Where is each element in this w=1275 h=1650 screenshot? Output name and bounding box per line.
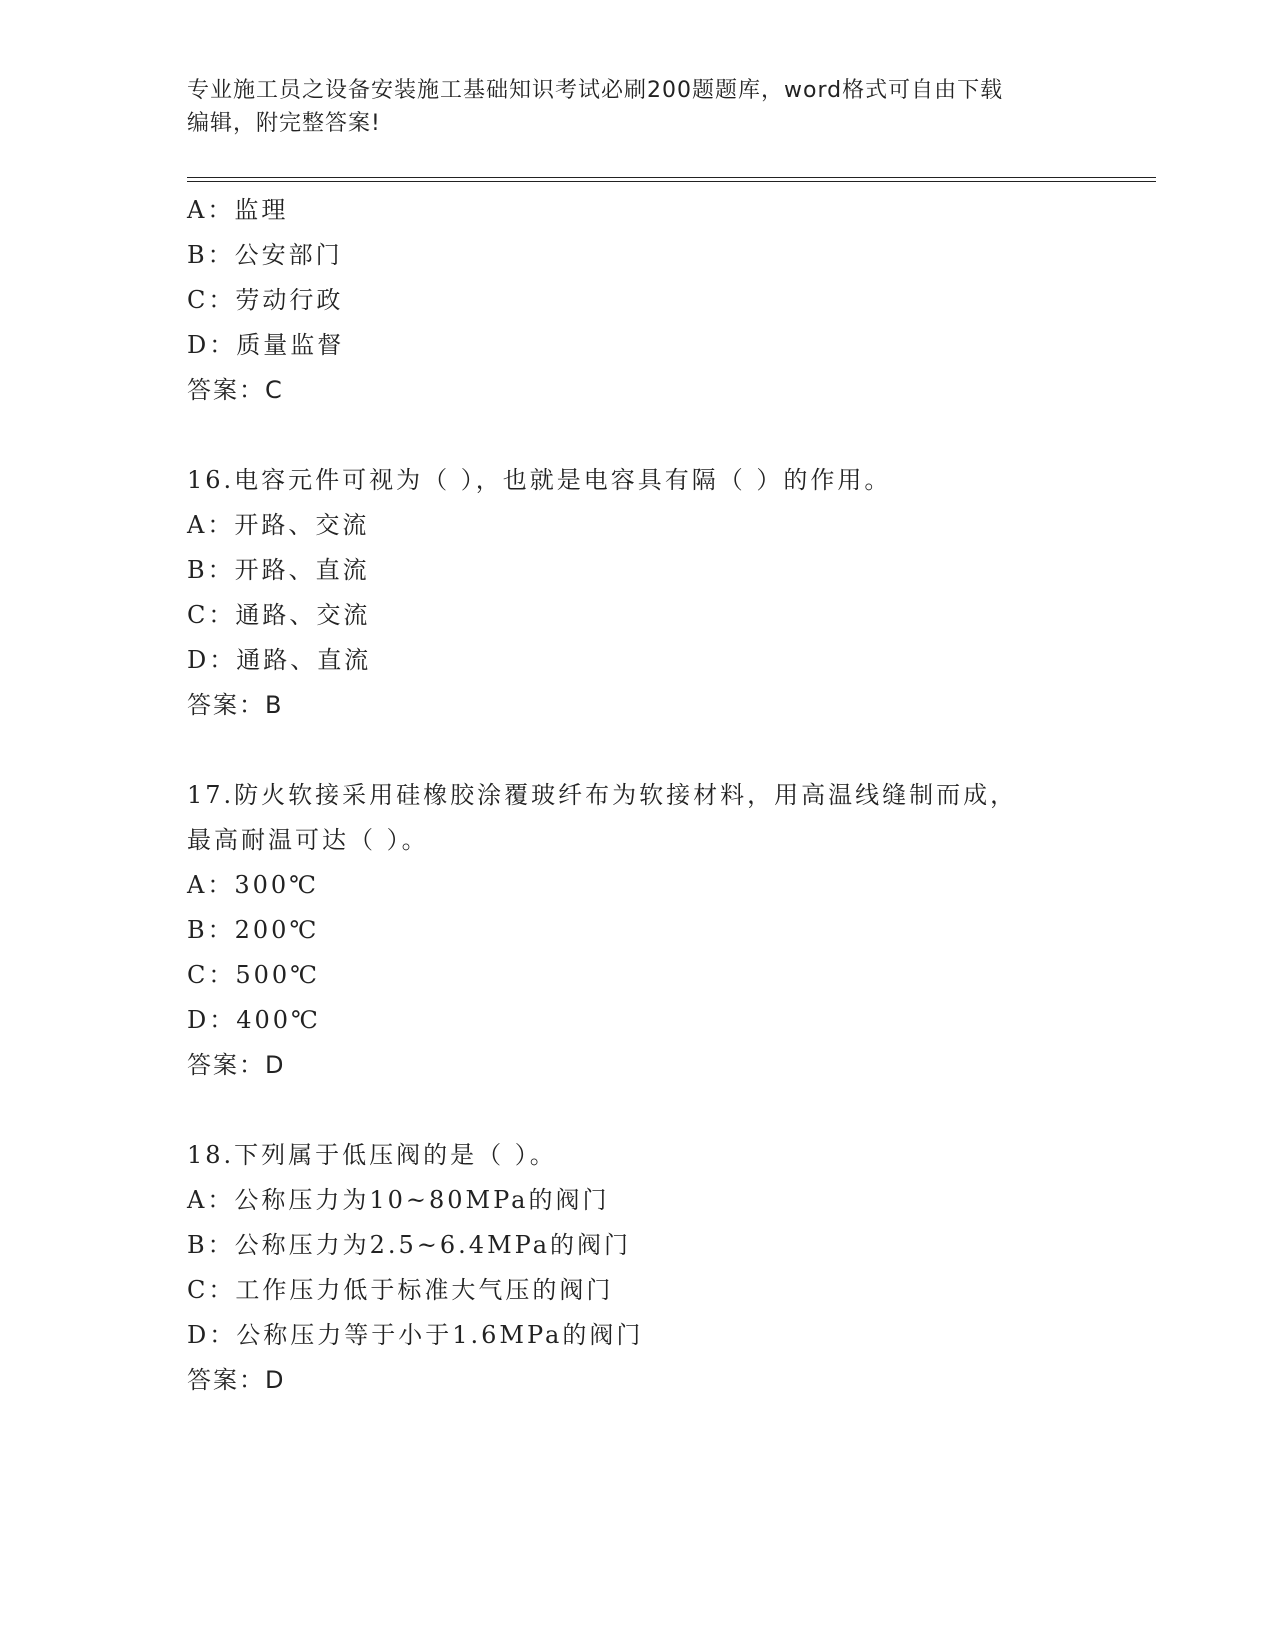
option-d: D：通路、直流 (187, 646, 372, 674)
answer: 答案：D (187, 1366, 286, 1394)
option-c: C：通路、交流 (187, 601, 371, 629)
question-stem-line-1: 17.防火软接采用硅橡胶涂覆玻纤布为软接材料，用高温线缝制而成， (187, 781, 1018, 809)
document-header (187, 74, 1067, 140)
option-a: A：开路、交流 (187, 511, 370, 539)
question-18 (187, 1133, 1156, 1403)
option-b: B：开路、直流 (187, 556, 370, 584)
question-stem-line-2: 最高耐温可达（ ）。 (187, 826, 429, 854)
option-c: C：工作压力低于标准大气压的阀门 (187, 1276, 614, 1304)
option-b: B：公安部门 (187, 241, 343, 269)
question-list (187, 188, 1156, 1403)
spacer (187, 728, 1156, 773)
spacer (187, 413, 1156, 458)
header-title-line-1: 专业施工员之设备安装施工基础知识考试必刷200题题库，word格式可自由下载 (187, 78, 1004, 103)
question-16 (187, 458, 1156, 728)
header-divider-top (187, 177, 1156, 178)
question-15 (187, 188, 1156, 413)
question-stem: 18.下列属于低压阀的是（ ）。 (187, 1141, 557, 1169)
option-b: B：200℃ (187, 916, 320, 944)
option-d: D：公称压力等于小于1.6MPa的阀门 (187, 1321, 644, 1349)
option-a: A：公称压力为10~80MPa的阀门 (187, 1186, 610, 1214)
option-b: B：公称压力为2.5~6.4MPa的阀门 (187, 1231, 632, 1259)
option-a: A：监理 (187, 196, 289, 224)
header-divider-bottom (187, 181, 1156, 182)
option-d: D：质量监督 (187, 331, 345, 359)
question-stem: 16.电容元件可视为（ ），也就是电容具有隔（ ）的作用。 (187, 466, 892, 494)
option-d: D：400℃ (187, 1006, 321, 1034)
option-a: A：300℃ (187, 871, 319, 899)
question-17 (187, 773, 1156, 1088)
answer: 答案：D (187, 1051, 286, 1079)
spacer (187, 1088, 1156, 1133)
option-c: C：劳动行政 (187, 286, 344, 314)
answer: 答案：B (187, 691, 284, 719)
answer: 答案：C (187, 376, 284, 404)
header-title-line-2: 编辑，附完整答案! (187, 111, 381, 136)
option-c: C：500℃ (187, 961, 321, 989)
